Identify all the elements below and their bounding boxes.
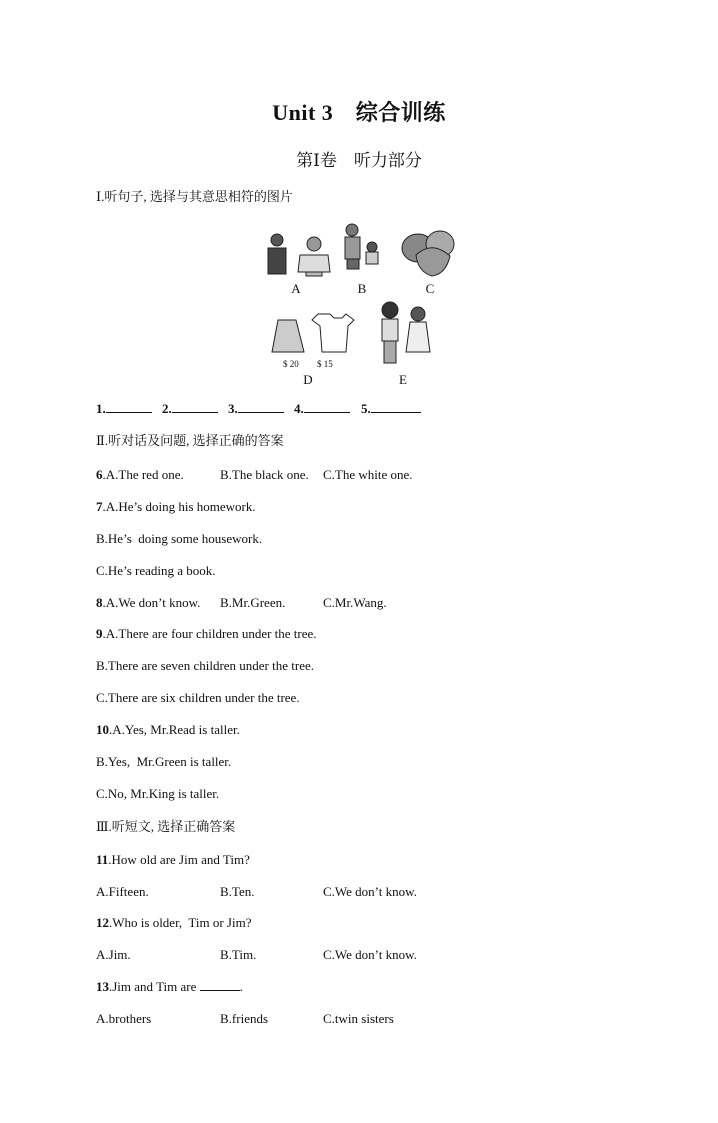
question-8-option-a[interactable]: 8.A.We don’t know. [96,595,201,610]
question-12-option-a[interactable]: A.Jim. [96,947,131,962]
price-skirt: $ 20 [283,359,299,369]
page-title: Unit 3 综合训练 [272,100,446,125]
picture-e-two-children [382,302,430,363]
question-13-option-c[interactable]: C.twin sisters [323,1011,394,1026]
question-10-option-c[interactable]: C.No, Mr.King is taller. [96,786,220,801]
question-9-option-a[interactable]: 9.A.There are four children under the tree. [96,626,317,641]
picture-b-adult-and-child [345,224,378,269]
question-6-option-a[interactable]: 6.A.The red one. [96,467,184,482]
question-11-option-a[interactable]: A.Fifteen. [96,884,149,899]
section-1-heading: Ⅰ.听句子, 选择与其意思相符的图片 [96,189,293,204]
question-13-option-a[interactable]: A.brothers [96,1011,152,1026]
picture-label-a: A [291,281,301,296]
question-11-text: 11.How old are Jim and Tim? [96,852,250,867]
question-12-option-c[interactable]: C.We don’t know. [323,947,417,962]
answer-blank-3[interactable]: 3. [228,401,284,417]
question-12-option-b[interactable]: B.Tim. [220,947,257,962]
section-3-heading: Ⅲ.听短文, 选择正确答案 [96,819,236,834]
answer-blank-1[interactable]: 1. [96,401,152,417]
question-11-option-c[interactable]: C.We don’t know. [323,884,417,899]
section-2-heading: Ⅱ.听对话及问题, 选择正确的答案 [96,433,284,448]
question-11-option-b[interactable]: B.Ten. [220,884,255,899]
question-13-blank[interactable] [200,979,240,991]
picture-a-two-people [268,234,330,276]
question-8-option-b[interactable]: B.Mr.Green. [220,595,286,610]
picture-label-e: E [399,372,407,387]
picture-c-strawberries [402,231,454,276]
answer-blank-2[interactable]: 2. [162,401,218,417]
picture-label-b: B [357,281,367,296]
picture-label-c: C [425,281,435,296]
listening-pictures [0,0,718,400]
question-10-option-b[interactable]: B.Yes, Mr.Green is taller. [96,754,232,769]
question-8-option-c[interactable]: C.Mr.Wang. [323,595,387,610]
answer-blank-4[interactable]: 4. [294,401,350,417]
question-12-text: 12.Who is older, Tim or Jim? [96,915,252,930]
question-9-option-c[interactable]: C.There are six children under the tree. [96,690,300,705]
question-6-option-c[interactable]: C.The white one. [323,467,413,482]
question-10-option-a[interactable]: 10.A.Yes, Mr.Read is taller. [96,722,240,737]
question-9-option-b[interactable]: B.There are seven children under the tree. [96,658,315,673]
question-13-text[interactable]: 13.Jim and Tim are . [96,979,243,994]
question-7-option-b[interactable]: B.He’s doing some housework. [96,531,263,546]
question-13-option-b[interactable]: B.friends [220,1011,269,1026]
answer-blank-5[interactable]: 5. [361,401,421,417]
question-7-option-a[interactable]: 7.A.He’s doing his homework. [96,499,256,514]
question-6-option-b[interactable]: B.The black one. [220,467,309,482]
price-shirt: $ 15 [317,359,333,369]
page-subtitle: 第Ⅰ卷 听力部分 [296,151,422,170]
picture-label-d: D [303,372,313,387]
picture-d-skirt-and-tshirt [272,314,354,352]
question-7-option-c[interactable]: C.He’s reading a book. [96,563,216,578]
